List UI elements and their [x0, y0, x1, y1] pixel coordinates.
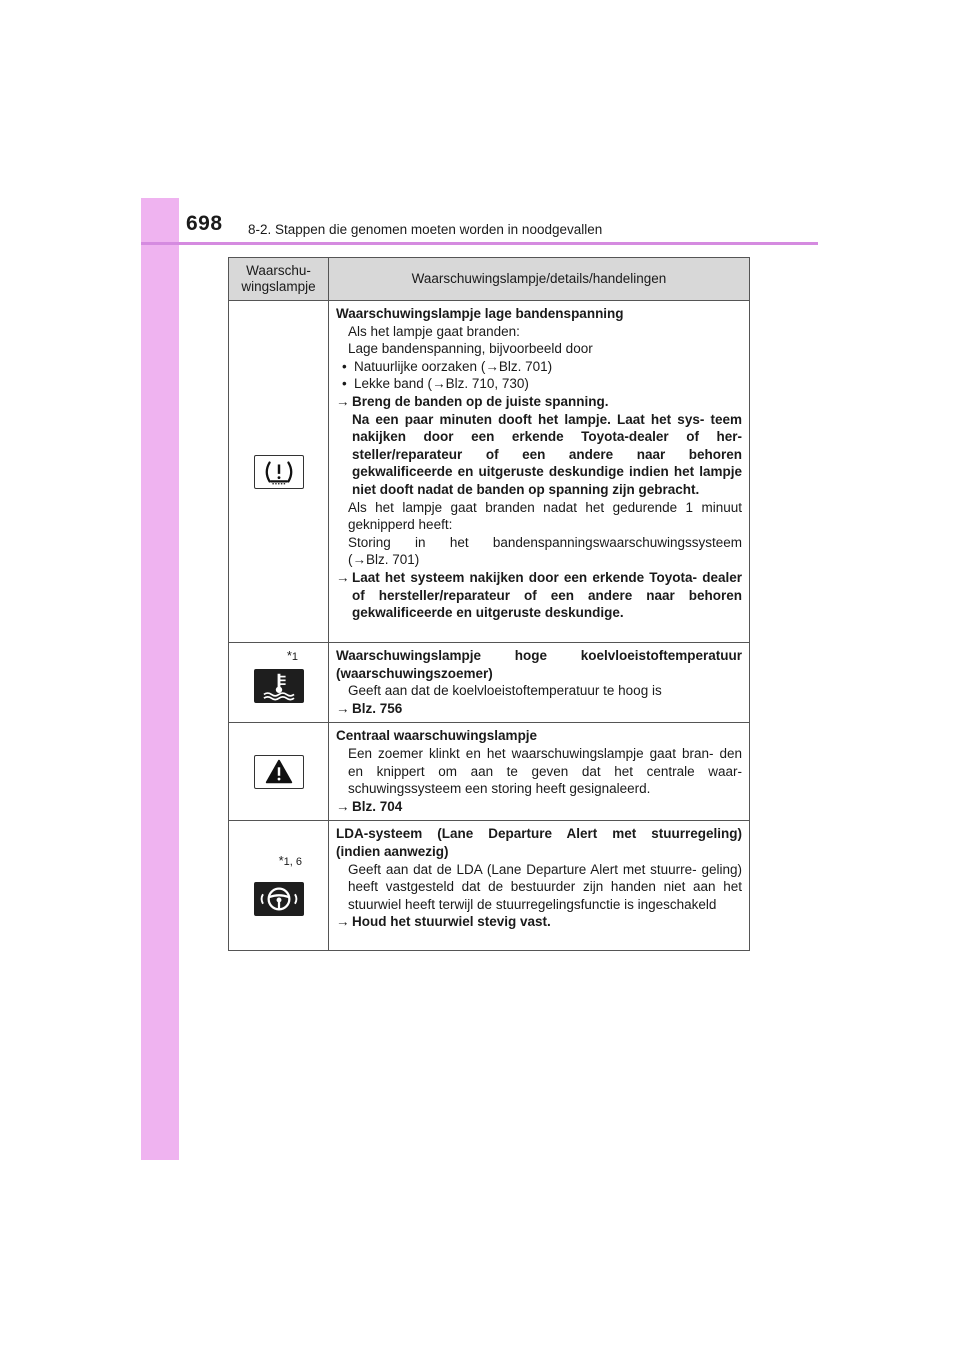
description-cell	[329, 301, 750, 643]
cause-text: Lage bandenspanning, bijvoorbeeld door	[348, 341, 593, 357]
entry-title: Waarschuwingslampje hoge koelvloeistoftemperatuur	[336, 648, 742, 663]
column-header-details: Waarschuwingslampje/details/handelingen	[329, 258, 750, 301]
description-cell	[329, 643, 750, 723]
entry-title: Centraal waarschuwingslampje	[336, 728, 538, 744]
arrow-icon: →	[336, 914, 350, 930]
coolant-temperature-icon	[254, 669, 304, 703]
cause-bullet: • Lekke band (→Blz. 710, 730)	[336, 375, 742, 393]
column-header-icon: Waarschu- wingslampje	[229, 258, 329, 301]
description-cell	[329, 723, 750, 821]
action-detail-text: Na een paar minuten dooft het lampje. Laat het sys- teem nakijken door een erkende Toyota-dealer of her- steller/reparateur of een andere naar behoren gekwalificeerde en uitgeruste deskundige indien het lampje niet dooft nadat de banden op spanning zijn gebracht.	[352, 411, 742, 497]
header-rule	[141, 242, 818, 245]
arrow-icon: →	[336, 393, 350, 409]
entry-title-suffix: (waarschuwingszoemer)	[336, 665, 493, 681]
footnote-marker: *1	[286, 648, 298, 663]
cause-text: Storing in het bandenspanningswaarschuwingssysteem	[348, 534, 742, 550]
table-header-row	[229, 258, 750, 301]
icon-cell	[229, 301, 329, 643]
arrow-icon: →	[432, 376, 446, 392]
page-reference: (→Blz. 701)	[348, 552, 420, 568]
arrow-icon: →	[336, 798, 350, 814]
arrow-icon: →	[336, 700, 350, 716]
icon-cell	[229, 723, 329, 821]
action-text: → Blz. 756	[336, 700, 403, 716]
action-text: → Blz. 704	[336, 798, 403, 814]
icon-cell	[229, 643, 329, 723]
condition-text: Als het lampje gaat branden nadat het gedurende 1 minuut geknipperd heeft:	[348, 499, 742, 533]
arrow-icon: →	[352, 552, 366, 568]
action-text: → Houd het stuurwiel stevig vast.	[336, 914, 551, 930]
page-number: 698	[186, 212, 223, 235]
footnote-marker: *1, 6	[278, 853, 302, 869]
arrow-icon: →	[336, 569, 350, 585]
warning-light-table	[228, 257, 750, 951]
action-text: → Laat het systeem nakijken door een erkende Toyota- dealer of hersteller/reparateur of een andere naar behoren gekwalificeerde en uitgeruste deskundige.	[336, 569, 742, 621]
side-color-band	[141, 198, 179, 1160]
entry-title: Waarschuwingslampje lage bandenspanning	[336, 306, 624, 321]
action-text: → Breng de banden op de juiste spanning.	[336, 393, 609, 409]
table-row	[229, 301, 750, 643]
tire-pressure-warning-icon	[254, 455, 304, 489]
arrow-icon: →	[485, 358, 499, 374]
lda-steering-wheel-icon	[254, 882, 304, 916]
description-cell	[329, 821, 750, 951]
condition-text: Geeft aan dat de koelvloeistoftemperatuur te hoog is	[348, 683, 662, 699]
icon-cell	[229, 821, 329, 951]
condition-text: Een zoemer klinkt en het waarschuwingslampje gaat bran- den en knippert om aan te geven dat het centrale waar- schuwingssysteem een storing heeft gesignaleerd.	[348, 745, 742, 797]
condition-text: Als het lampje gaat branden:	[348, 323, 520, 339]
table-row	[229, 723, 750, 821]
section-title: 8-2. Stappen die genomen moeten worden in noodgevallen	[248, 222, 603, 237]
cause-bullet: • Natuurlijke oorzaken (→Blz. 701)	[336, 358, 742, 376]
entry-title-suffix: (indien aanwezig)	[336, 843, 449, 859]
condition-text: Geeft aan dat de LDA (Lane Departure Alert met stuurre- geling) heeft vastgesteld dat de bestuurder zijn handen niet aan het stuurwiel heeft terwijl de stuurregelingsfunctie is ingeschakeld	[348, 861, 742, 912]
table-row	[229, 643, 750, 723]
master-warning-icon	[254, 755, 304, 789]
entry-title: LDA-systeem (Lane Departure Alert met stuurregeling)	[336, 826, 742, 842]
table-row	[229, 821, 750, 951]
